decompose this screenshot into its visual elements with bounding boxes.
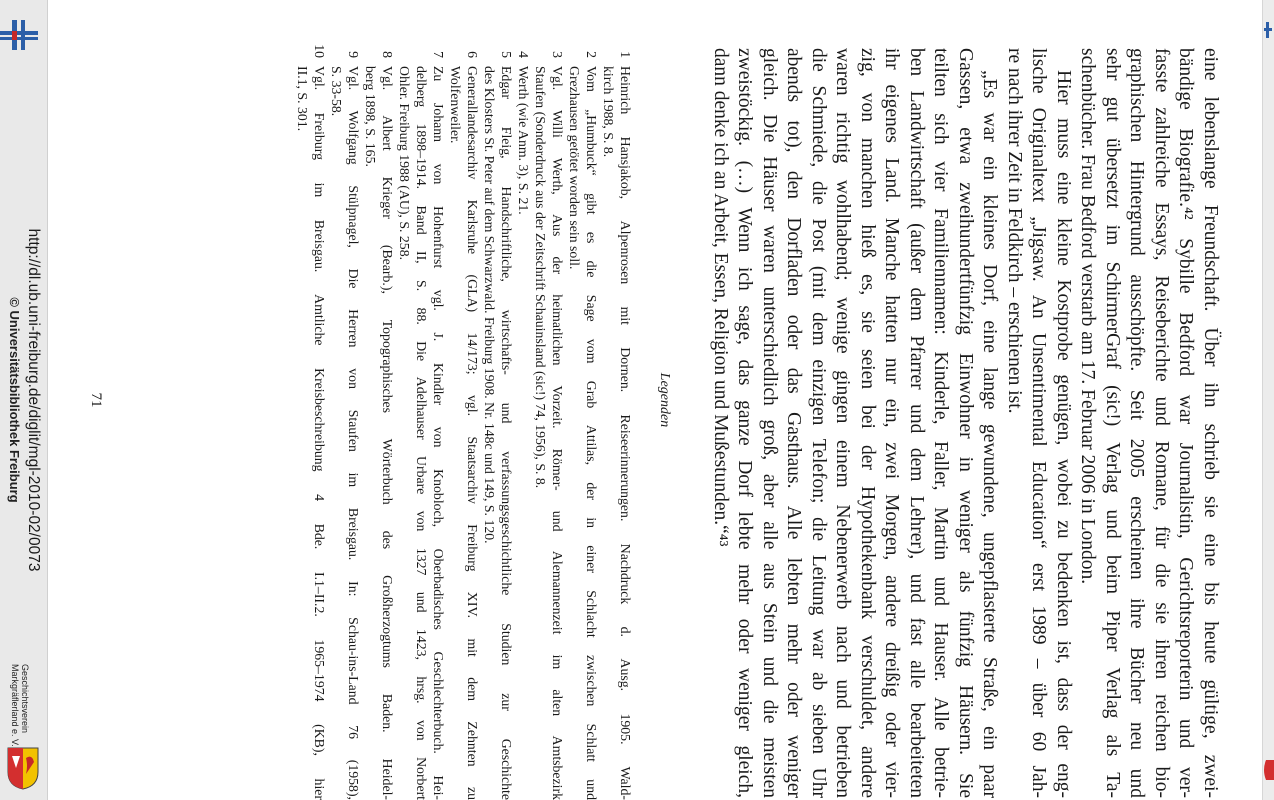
permalink[interactable]: http://dl.ub.uni-freiburg.de/diglit/mgl-2010-02/0073 (25, 228, 42, 572)
text-line: fasste zahlreiche Essays, Reiseberichte und Romane, für die sie ihren reichen bio- (1151, 48, 1172, 798)
text-line: „Es war ein kleines Dorf, eine lange gewundene, ungepflasterte Straße, ein paar (979, 70, 1001, 798)
footnote-number: 7 (431, 51, 446, 58)
footnote-number: 8 (380, 51, 395, 58)
viewer-scrollbar-marker (1264, 22, 1272, 38)
footnote (294, 44, 328, 800)
footnote (600, 44, 634, 800)
footnote (396, 44, 447, 800)
text-line: schenbücher. Frau Bedford verstarb am 17. Februar 2006 in London. (1077, 48, 1099, 585)
footnote-line: Generallandesarchiv Karlsruhe (GLA) 14/173; vgl. Staatsarchiv Freiburg XIV. mit dem Zehnten zu (465, 66, 480, 800)
footnotes-title: Legenden (657, 372, 672, 428)
footnote (515, 44, 532, 800)
footnote-line: Staufen (Sonderdruck aus der Zeitschrift Schauinsland (sic!) 74, 1956), S. 8. (533, 66, 548, 489)
footnote-line: Wolfenweiler. (448, 66, 463, 144)
society-name: Geschichtsverein Markgräflerland e. V. (10, 664, 30, 747)
text-line: waren richtig wohlhabend; wenige gingen einem Nebenerwerb nach und betrieben (832, 48, 854, 798)
footnote-line: Vom „Humbuck“ gibt es die Sage vom Grab Attilas, der in einer Schlacht zwischen Schlatt und (584, 66, 599, 800)
paragraph (1002, 48, 1076, 798)
footnote-number: 10 (312, 44, 327, 58)
footnote-line: Ohler. Freiburg 1988 (AU), S. 258. (397, 66, 412, 261)
footnote-number: 1 (618, 51, 633, 58)
text-line: sehr gut übersetzt im SchirmerGraf (sic!) Verlag und beim Piper Verlag als Ta- (1102, 48, 1123, 798)
footnote-line: Grezhausen getötet worden sein soll. (567, 66, 582, 270)
footnote (328, 44, 362, 800)
footnote-line: delberg 1898–1914. Band II, S. 88. Die Adelhauser Urbare von 1327 und 1423, hrsg. von Norbert (414, 66, 429, 800)
footnote (532, 44, 566, 800)
footnote-number: 3 (550, 51, 565, 58)
footnote-line: II.1, S. 301. (295, 66, 310, 132)
paragraph (1075, 48, 1222, 798)
text-line: re nach ihrer Zeit in Feldkirch – erschienen ist. (1004, 48, 1025, 414)
footnote-line: Vgl. Willi Werth, Aus der heimatlichen Vorzeit. Römer- und Alemannenzeit im alten Amtsbezirk (550, 66, 565, 800)
footnote-line: S. 33-58. (329, 66, 344, 117)
text-line: Hier muss eine kleine Kostprobe genügen, wobei zu bedenken ist, dass der eng- (1053, 70, 1074, 798)
copyright: © Universitätsbibliothek Freiburg (7, 297, 22, 503)
paragraph (708, 48, 1002, 798)
text-line: lische Originaltext „Jigsaw. An Unsentimental Education“ erst 1989 – über 60 Jah- (1028, 48, 1050, 798)
text-line: bändige Biografie.⁴² Sybille Bedford war Journalistin, Gerichtsreporterin und ver- (1175, 48, 1197, 798)
footnote-number: 6 (465, 51, 480, 58)
text-line: eine lebenslange Freundschaft. Über ihn schrieb sie eine bis heute gültige, zwei- (1200, 48, 1221, 798)
footnote-number: 4 (516, 51, 531, 58)
page-number: 71 (88, 392, 104, 408)
footnote-line: des Klosters St. Peter auf dem Schwarzwald. Freiburg 1908. Nr. 148c und 149, S. 120. (482, 66, 497, 544)
footnote-line: Zu Johann von Hohenfurst vgl. J. Kindler von Knobloch, Oberbadisches Geschlechterbuch. Hei- (431, 66, 446, 800)
text-line: ihr eigenes Land. Manche hatten nur ein, zwei Morgen, andere dreißig oder vier- (881, 48, 903, 798)
text-line: teilten sich vier Familiennamen: Kinderle, Faller, Martin und Hauser. Alle betrie- (930, 48, 952, 798)
scanned-page (50, 0, 1262, 800)
text-line: Gassen, etwa zweihundertfünfzig Einwohner in weniger als fünfzig Häusern. Sie (955, 48, 976, 798)
text-line: gleich. Die Häuser waren unterschiedlich groß, aber alle aus Stein und die meisten (759, 48, 780, 798)
footnote-number: 5 (499, 51, 514, 58)
footnote-line: Vgl. Albert Krieger (Bearb.), Topographisches Wörterbuch des Großherzogtums Baden. Heidel- (380, 66, 395, 800)
text-line: die Schmiede, die Post (mit dem einzigen Telefon; die Leitung war ab sieben Uhr (808, 48, 829, 798)
text-line: graphischen Hintergrund ausschöpfte. Seit 2005 erscheinen ihre Bücher neu und (1126, 48, 1148, 798)
text-line: abends tot), den Dorfladen oder das Gasthaus. Alle lebten mehr oder weniger (783, 48, 805, 798)
footnote-line: berg 1898, S. 165. (363, 66, 378, 167)
footnote (481, 44, 515, 800)
footnote-number: 2 (584, 51, 599, 58)
footnote-line: Edgar Fleig, Handschriftliche, wirtschafts- und verfassungsgeschichtliche Studien zur Geschichte (499, 66, 514, 800)
viewer-right-margin (1262, 0, 1274, 800)
text-line: dann denke ich an Arbeit, Essen, Religion und Mußestunden.“⁴³ (710, 48, 731, 547)
footnote-number: 9 (346, 51, 361, 58)
footnote (447, 44, 481, 800)
footnote-line: kirch 1988, S. 8. (601, 66, 616, 158)
footnote (362, 44, 396, 800)
text-line: ben Landwirtschaft (außer dem Pfarrer und dem Lehrer), und fast alle bearbeiteten (906, 48, 927, 798)
text-line: zweistöckig. (…) Wenn ich sage, das ganze Dorf lebte mehr oder weniger gleich, (734, 48, 756, 798)
footnote-line: Werth (wie Anm. 3), S. 21. (516, 66, 531, 215)
text-line: zig, von manchen hieß es, sie seien bei der Hypothekenbank verschuldet, andere (857, 48, 878, 798)
viewer-scrollbar-marker-bottom (1262, 758, 1274, 782)
footnote (566, 44, 600, 800)
footnote-line: Vgl. Wolfgang Stülpnagel, Die Herren von Staufen im Breisgau. In: Schau-ins-Land 76 (1958), (346, 66, 361, 800)
footnote-line: Heinrich Hansjakob, Alpenrosen mit Dornen. Reiseerinnerungen. Nachdruck d. Ausg. 1905. Wald- (618, 66, 633, 800)
footnote-line: Vgl. Freiburg im Breisgau. Amtliche Kreisbeschreibung 4 Bde. I.1–II.2. 1965–1974 (KB), hier (312, 66, 327, 800)
